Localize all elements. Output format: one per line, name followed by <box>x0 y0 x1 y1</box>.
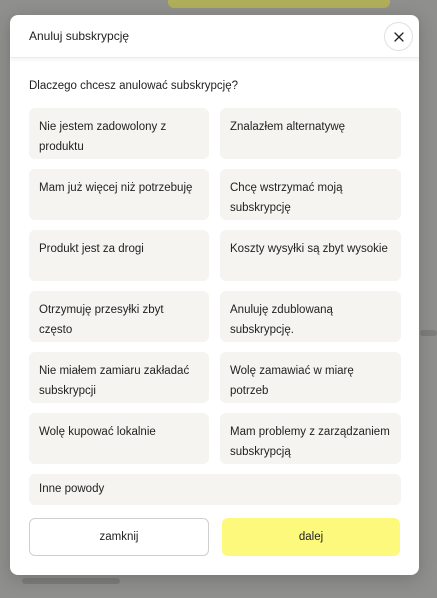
close-button[interactable] <box>384 22 413 51</box>
reason-option[interactable]: Wolę kupować lokalnie <box>29 413 209 464</box>
cancel-reason-question: Dlaczego chcesz anulować subskrypcję? <box>29 80 239 92</box>
reason-option[interactable]: Otrzymuję przesyłki zbyt często <box>29 291 209 342</box>
close-icon <box>394 32 404 42</box>
background-highlight <box>168 0 390 8</box>
reason-option[interactable]: Mam problemy z zarządzaniem subskrypcją <box>220 413 401 464</box>
reason-option[interactable]: Mam już więcej niż potrzebuję <box>29 169 209 220</box>
reason-option[interactable]: Koszty wysyłki są zbyt wysokie <box>220 230 401 281</box>
modal-header <box>10 15 419 58</box>
reason-option-other[interactable]: Inne powody <box>29 474 401 505</box>
reason-option[interactable]: Nie miałem zamiaru zakładać subskrypcji <box>29 352 209 403</box>
background-line <box>420 330 437 336</box>
reason-option[interactable]: Znalazłem alternatywę <box>220 108 401 159</box>
reason-option[interactable]: Nie jestem zadowolony z produktu <box>29 108 209 159</box>
reason-option[interactable]: Wolę zamawiać w miarę potrzeb <box>220 352 401 403</box>
modal-title: Anuluj subskrypcję <box>29 29 130 43</box>
reason-option[interactable]: Produkt jest za drogi <box>29 230 209 281</box>
close-text-button[interactable]: zamknij <box>29 518 209 556</box>
reason-option[interactable]: Anuluję zdublowaną subskrypcję. <box>220 291 401 342</box>
next-button[interactable]: dalej <box>222 518 400 556</box>
reason-options-grid <box>29 108 401 464</box>
cancel-subscription-modal <box>10 15 419 575</box>
reason-option[interactable]: Chcę wstrzymać moją subskrypcję <box>220 169 401 220</box>
background-line <box>22 578 120 584</box>
